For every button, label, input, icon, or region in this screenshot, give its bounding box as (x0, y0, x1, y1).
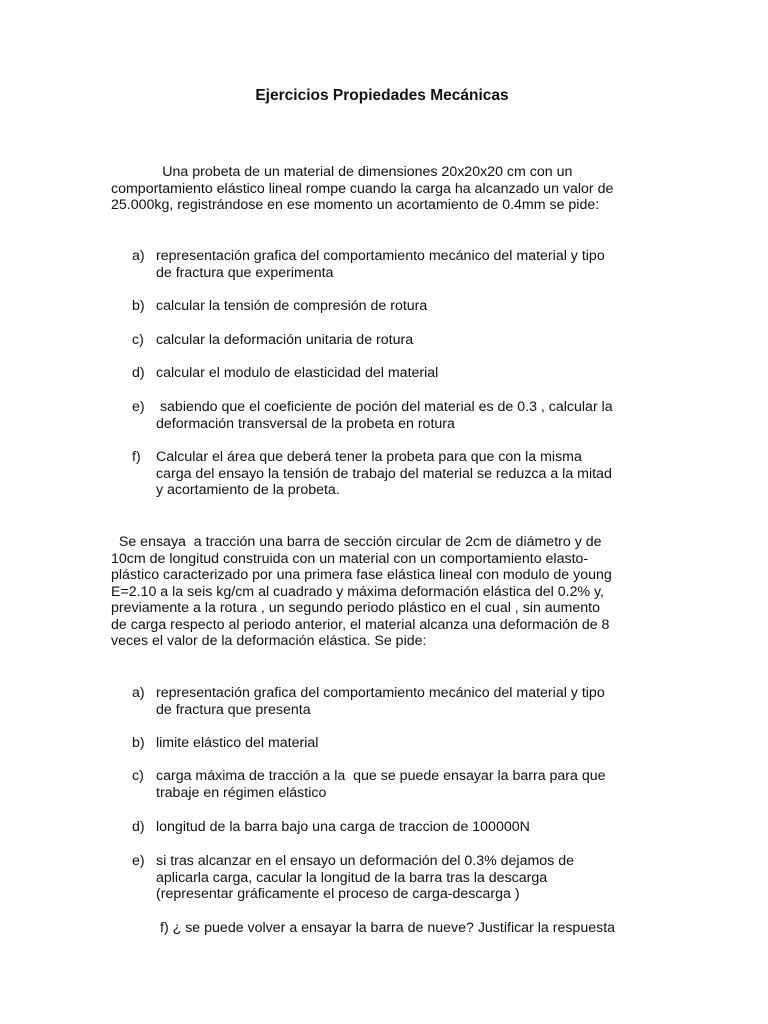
item-label: d) (132, 365, 145, 381)
item-label: a) (132, 248, 145, 264)
item-line: carga del ensayo la tensión de trabajo del material se reduzca a la mitad (156, 465, 612, 482)
item-line: si tras alcanzar en el ensayo un deformación del 0.3% dejamos de (156, 853, 574, 869)
intro-line: 25.000kg, registrándose en ese momento un acortamiento de 0.4mm se pide: (111, 197, 600, 213)
item-line: sabiendo que el coeficiente de poción del material es de 0.3 , calcular la (156, 399, 613, 415)
document-title: Ejercicios Propiedades Mecánicas (255, 87, 509, 104)
item-line: representación grafica del comportamiento mecánico del material y tipo (156, 248, 605, 264)
item-line: calcular la deformación unitaria de rotura (156, 332, 414, 348)
item-text (156, 298, 676, 315)
intro-line: veces el valor de la deformación elástica. Se pide: (111, 633, 427, 649)
item-label: e) (132, 399, 145, 415)
intro-line: previamente a la rotura , un segundo periodo plástico en el cual , sin aumento (111, 600, 600, 616)
item-text (156, 685, 676, 718)
intro-line: de carga respecto al periodo anterior, el material alcanza una deformación de 8 (111, 616, 610, 633)
item-line: de fractura que presenta (156, 701, 311, 718)
intro-line: comportamiento elástico lineal rompe cuando la carga ha alcanzado un valor de (111, 180, 614, 197)
item-label: c) (132, 332, 144, 348)
item-line: calcular el modulo de elasticidad del material (156, 365, 439, 381)
item-line: de fractura que experimenta (156, 264, 334, 281)
item-line: carga máxima de tracción a la que se puede ensayar la barra para que (156, 768, 606, 784)
intro-line: E=2.10 a la seis kg/cm al cuadrado y máxima deformación elástica del 0.2% y, (111, 583, 604, 600)
item-line: y acortamiento de la probeta. (156, 482, 340, 498)
exercise-1-intro (111, 164, 645, 214)
intro-line: plástico caracterizado por una primera fase elástica lineal con modulo de young (111, 567, 612, 583)
item-line: Calcular el área que deberá tener la probeta para que con la misma (156, 449, 582, 465)
item-text (156, 399, 676, 432)
exercise-2-intro (111, 534, 645, 650)
item-label: f) (132, 449, 141, 465)
intro-line: Una probeta de un material de dimensiones 20x20x20 cm con un (111, 164, 573, 180)
item-line: trabaje en régimen elástico (156, 784, 327, 801)
item-text (156, 449, 676, 499)
item-line: calcular la tensión de compresión de rotura (156, 298, 428, 314)
intro-line: Se ensaya a tracción una barra de sección circular de 2cm de diámetro y de (111, 534, 602, 550)
exercise-2-item-f: f) ¿ se puede volver a ensayar la barra de nueve? Justificar la respuesta (160, 920, 616, 936)
item-label: e) (132, 853, 145, 869)
item-text (156, 819, 676, 836)
item-text (156, 853, 676, 903)
item-line: aplicarla carga, cacular la longitud de la barra tras la descarga (156, 869, 548, 886)
item-label: b) (132, 735, 145, 751)
item-label: a) (132, 685, 145, 701)
item-text (156, 365, 676, 382)
item-line: longitud de la barra bajo una carga de traccion de 100000N (156, 819, 530, 835)
intro-line: 10cm de longitud construida con un material con un comportamiento elasto- (111, 550, 589, 567)
item-line: (representar gráficamente el proceso de carga-descarga ) (156, 886, 520, 902)
item-text (156, 248, 676, 281)
item-label: b) (132, 298, 145, 314)
item-label: c) (132, 768, 144, 784)
item-label: d) (132, 819, 145, 835)
item-line: limite elástico del material (156, 735, 319, 751)
item-line: representación grafica del comportamiento mecánico del material y tipo (156, 685, 605, 701)
item-text (156, 332, 676, 349)
item-text (156, 735, 676, 752)
item-text (156, 768, 676, 801)
item-line: deformación transversal de la probeta en rotura (156, 415, 455, 432)
